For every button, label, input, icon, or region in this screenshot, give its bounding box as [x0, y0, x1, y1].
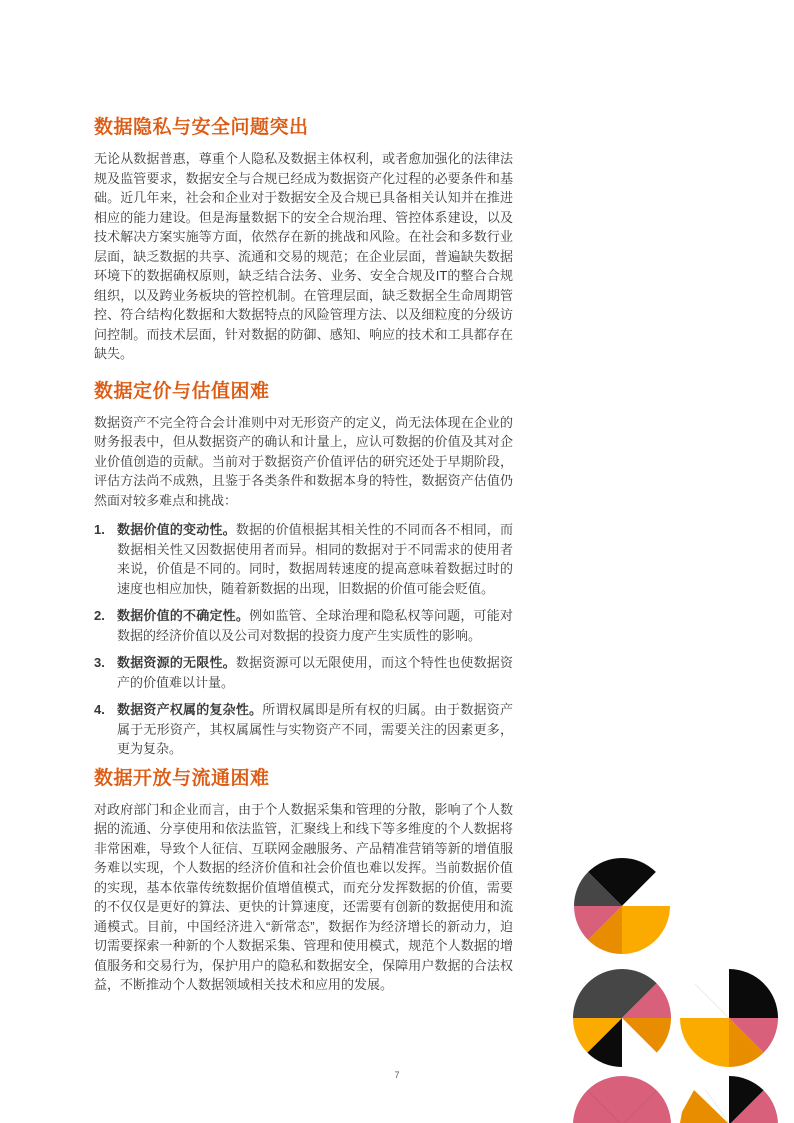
list-item-lead: 数据价值的不确定性。 — [117, 608, 250, 623]
list-item-body: 例如监管、全球治理和隐私权等问题，可能对数据的经济价值以及公司对数据的投资力度产生实质性的影响。 — [117, 608, 513, 643]
page-content — [94, 116, 513, 995]
section-data-pricing-valuation — [94, 380, 513, 759]
list-item — [94, 700, 513, 759]
section-heading: 数据开放与流通困难 — [94, 767, 270, 789]
list-item-lead: 数据资产权属的复杂性。 — [117, 702, 263, 717]
list-item-number: 1. — [94, 522, 105, 537]
list-item-lead: 数据资源的无限性。 — [117, 655, 236, 670]
section-heading: 数据定价与估值困难 — [94, 380, 270, 402]
section-data-openness-circulation — [94, 767, 513, 995]
numbered-list — [94, 520, 513, 759]
list-item-number: 4. — [94, 702, 105, 717]
list-item-lead: 数据价值的变动性。 — [117, 522, 236, 537]
list-item-body: 所谓权属即是所有权的归属。由于数据资产属于无形资产，其权属属性与实物资产不同，需要关注的因素更多，更为复杂。 — [117, 702, 513, 756]
section-paragraph: 数据资产不完全符合会计准则中对无形资产的定义，尚无法体现在企业的财务报表中，但从数据资产的确认和计量上，应认可数据的价值及其对企业价值创造的贡献。当前对于数据资产价值评估的研究还处于早期阶段，评估方法尚不成熟，且鉴于各类条件和数据本身的特性，数据资产估值仍然面对较多难点和挑战： — [94, 414, 513, 508]
list-item — [94, 653, 513, 692]
list-item — [94, 606, 513, 645]
section-paragraph: 对政府部门和企业而言，由于个人数据采集和管理的分散，影响了个人数据的流通、分享使用和依法监管，汇聚线上和线下等多维度的个人数据将非常困难，导致个人征信、互联网金融服务、产品精准营销等新的增值服务难以实现，个人数据的经济价值和社会价值也难以发挥。当前数据价值的实现，基本依靠传统数据价值增值模式，而充分发挥数据的价值，需要的不仅仅是更好的算法、更快的计算速度，还需要有创新的数据使用和流通模式。目前，中国经济进入“新常态”，数据作为经济增长的新动力，迫切需要探索一种新的个人数据采集、管理和使用模式，规范个人数据的增值服务和交易行为，保护用户的隐私和数据安全，保障用户数据的合法权益，不断推动个人数据领域相关技术和应用的发展。 — [94, 801, 513, 992]
section-paragraph: 无论从数据普惠，尊重个人隐私及数据主体权利，或者愈加强化的法律法规及监管要求，数据安全与合规已经成为数据资产化过程的必要条件和基础。近几年来，社会和企业对于数据安全及合规已具备相关认知并在推进相应的能力建设。但是海量数据下的安全合规治理、管控体系建设，以及技术解决方案实施等方面，依然存在新的挑战和风险。在社会和多数行业层面，缺乏数据的共享、流通和交易的规范；在企业层面，普遍缺失数据环境下的数据确权原则，缺乏结合法务、业务、安全合规及IT的整合合规组织，以及跨业务板块的管控机制。在管理层面，缺乏数据全生命周期管控、符合结构化数据和大数据特点的风险管理方法、以及细粒度的分级访问控制。而技术层面，针对数据的防御、感知、响应的技术和工具都存在缺失。 — [94, 151, 513, 361]
list-item-number: 3. — [94, 655, 105, 670]
list-item-text — [117, 653, 513, 692]
list-item-body: 数据资源可以无限使用，而这个特性也使数据资产的价值难以计量。 — [117, 655, 513, 690]
list-item-text — [117, 700, 513, 759]
section-heading: 数据隐私与安全问题突出 — [94, 117, 309, 138]
list-item-text — [117, 606, 513, 645]
section-data-privacy-security — [94, 116, 513, 364]
list-item-body: 数据的价值根据其相关性的不同而各不相同，而数据相关性又因数据使用者而异。相同的数据对于不同需求的使用者来说，价值是不同的。同时，数据周转速度的提高意味着数据过时的速度也相应加快，随着新数据的出现，旧数据的价值可能会贬值。 — [117, 522, 513, 596]
list-item-number: 2. — [94, 608, 105, 623]
list-item-text — [117, 520, 513, 598]
page-number: 7 — [394, 1070, 400, 1080]
list-item — [94, 520, 513, 598]
